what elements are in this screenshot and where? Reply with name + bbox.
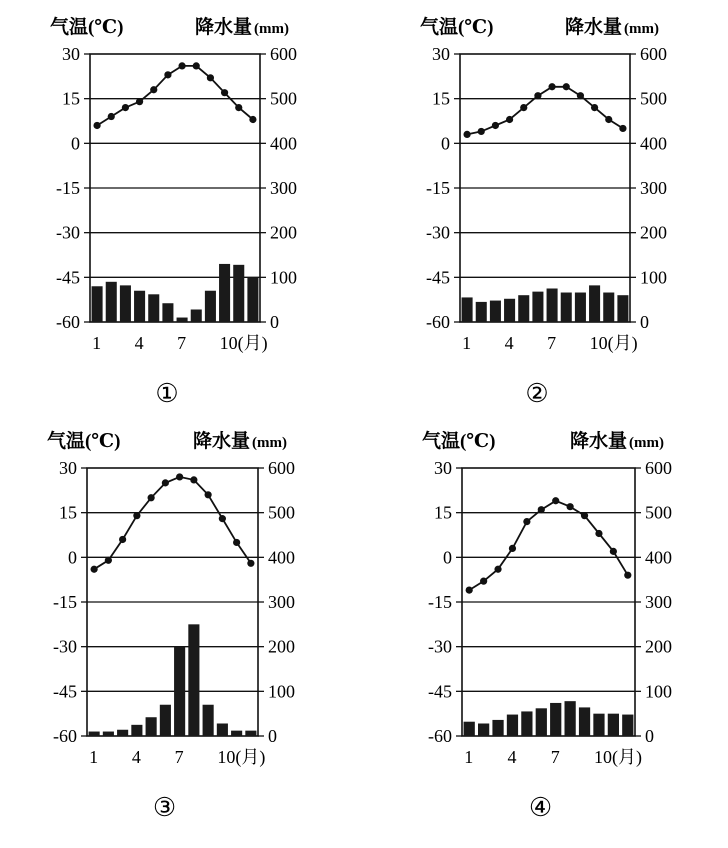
temperature-line <box>94 477 251 569</box>
precip-tick-label: 500 <box>270 88 297 109</box>
precip-bar-month-1 <box>89 732 100 736</box>
precip-bar-month-12 <box>617 295 628 322</box>
temp-tick-label: -15 <box>56 178 80 198</box>
temperature-point-month-11 <box>233 539 240 546</box>
precip-tick-label: 500 <box>640 88 667 109</box>
precip-tick-label: 200 <box>270 222 297 243</box>
precipitation-unit: (mm) <box>624 21 659 37</box>
temp-tick-label: 0 <box>443 547 452 568</box>
precip-bar-month-6 <box>162 303 173 322</box>
precip-bar-month-8 <box>188 624 199 736</box>
temperature-point-month-6 <box>534 92 541 99</box>
temperature-point-month-11 <box>235 104 242 111</box>
temperature-line <box>467 87 623 135</box>
precip-bar-month-3 <box>117 730 128 736</box>
precipitation-label: 降水量 <box>195 17 253 38</box>
precip-bar-month-5 <box>521 711 532 736</box>
precip-tick-label: 300 <box>640 178 667 198</box>
precip-bar-month-6 <box>536 708 547 736</box>
temp-tick-label: -30 <box>428 636 452 657</box>
temperature-line <box>97 66 253 126</box>
precip-tick-label: 0 <box>268 726 277 746</box>
precip-bar-month-9 <box>205 291 216 322</box>
temperature-point-month-10 <box>595 530 602 537</box>
precip-bar-month-12 <box>622 715 633 736</box>
precip-tick-label: 500 <box>645 502 672 523</box>
temperature-point-month-3 <box>122 104 129 111</box>
temp-tick-label: 30 <box>62 44 80 64</box>
temperature-point-month-3 <box>494 566 501 573</box>
precip-tick-label: 600 <box>270 44 297 64</box>
precipitation-axis-title <box>195 15 289 38</box>
x-tick-label: 7 <box>547 333 557 353</box>
temperature-point-month-12 <box>249 116 256 123</box>
precip-bar-month-9 <box>203 705 214 736</box>
precip-bar-month-7 <box>547 289 558 323</box>
temperature-point-month-4 <box>509 545 516 552</box>
temp-tick-label: 30 <box>432 44 450 64</box>
temp-tick-label: 15 <box>434 502 452 523</box>
precipitation-unit: (mm) <box>254 21 289 37</box>
precip-tick-label: 200 <box>268 636 295 657</box>
temperature-point-month-10 <box>591 104 598 111</box>
precip-tick-label: 100 <box>645 681 672 702</box>
precip-tick-label: 0 <box>270 312 279 332</box>
x-tick-label: 10(月) <box>589 333 638 353</box>
x-tick-label: 7 <box>174 747 184 767</box>
temperature-point-month-10 <box>221 89 228 96</box>
precip-bar-month-8 <box>191 309 202 322</box>
precip-tick-label: 0 <box>645 726 654 746</box>
precipitation-axis-title <box>193 429 287 452</box>
precip-bar-month-11 <box>231 731 242 736</box>
temperature-point-month-9 <box>577 92 584 99</box>
precip-bar-month-4 <box>507 715 518 736</box>
temperature-point-month-7 <box>178 62 185 69</box>
temperature-point-month-6 <box>538 506 545 513</box>
temp-tick-label: 15 <box>432 88 450 109</box>
temperature-point-month-5 <box>520 104 527 111</box>
precipitation-label: 降水量 <box>570 431 628 452</box>
temperature-point-month-2 <box>105 557 112 564</box>
precip-tick-label: 600 <box>268 458 295 478</box>
temperature-point-month-8 <box>193 62 200 69</box>
precip-bar-month-2 <box>476 302 487 322</box>
temperature-point-month-10 <box>219 515 226 522</box>
temperature-point-month-9 <box>207 74 214 81</box>
temperature-point-month-4 <box>133 512 140 519</box>
temperature-point-month-2 <box>478 128 485 135</box>
precip-bar-month-10 <box>593 714 604 736</box>
climate-chart-2 <box>420 15 667 408</box>
precip-bar-month-5 <box>148 294 159 322</box>
precip-bar-month-10 <box>589 285 600 322</box>
precip-bar-month-10 <box>219 264 230 322</box>
precip-bar-month-3 <box>490 301 501 322</box>
temp-tick-label: -45 <box>428 681 452 702</box>
precip-bar-month-7 <box>550 703 561 736</box>
temperature-point-month-6 <box>162 479 169 486</box>
chart-number-badge: ③ <box>152 793 177 822</box>
temp-tick-label: -60 <box>426 312 450 332</box>
precip-tick-label: 0 <box>640 312 649 332</box>
precip-tick-label: 300 <box>270 178 297 198</box>
temperature-point-month-4 <box>506 116 513 123</box>
precip-tick-label: 400 <box>268 547 295 568</box>
x-tick-label: 1 <box>89 747 99 767</box>
precip-tick-label: 100 <box>268 681 295 702</box>
temperature-point-month-1 <box>93 122 100 129</box>
temperature-axis-title: 气温(℃) <box>420 17 494 38</box>
precip-bar-month-2 <box>103 732 114 736</box>
precip-tick-label: 300 <box>645 592 672 612</box>
temp-tick-label: 30 <box>59 458 77 478</box>
temp-tick-label: -45 <box>53 681 77 702</box>
precipitation-unit: (mm) <box>252 435 287 451</box>
temp-tick-label: -60 <box>56 312 80 332</box>
temperature-point-month-3 <box>119 536 126 543</box>
precip-bar-month-11 <box>603 293 614 322</box>
chart-number-badge: ① <box>155 379 179 408</box>
x-tick-label: 4 <box>131 747 141 767</box>
temp-tick-label: -60 <box>428 726 452 746</box>
precip-tick-label: 600 <box>640 44 667 64</box>
precip-bar-month-3 <box>492 720 503 736</box>
temperature-point-month-12 <box>624 572 631 579</box>
temperature-line <box>469 501 628 590</box>
temp-tick-label: -15 <box>53 592 77 612</box>
precipitation-label: 降水量 <box>565 17 623 38</box>
precipitation-axis-title <box>565 15 659 38</box>
x-tick-label: 1 <box>92 333 102 353</box>
temp-tick-label: -45 <box>56 267 80 288</box>
x-tick-label: 4 <box>134 333 144 353</box>
temperature-point-month-6 <box>164 71 171 78</box>
precipitation-axis-title <box>570 429 664 452</box>
temp-tick-label: 30 <box>434 458 452 478</box>
precip-bar-month-5 <box>518 295 529 322</box>
precip-bar-month-7 <box>177 318 188 322</box>
precip-bar-month-10 <box>217 723 228 736</box>
precip-bar-month-6 <box>532 292 543 322</box>
precip-tick-label: 600 <box>645 458 672 478</box>
temperature-point-month-8 <box>567 503 574 510</box>
temp-tick-label: 0 <box>68 547 77 568</box>
precip-bar-month-4 <box>504 299 515 322</box>
temperature-axis-title: 气温(℃) <box>47 431 121 452</box>
precip-tick-label: 500 <box>268 502 295 523</box>
climate-chart-4 <box>422 429 672 822</box>
climate-chart-3 <box>47 429 295 822</box>
x-tick-label: 1 <box>462 333 472 353</box>
temperature-point-month-7 <box>176 473 183 480</box>
temp-tick-label: -15 <box>426 178 450 198</box>
temperature-point-month-4 <box>136 98 143 105</box>
precip-bar-month-5 <box>146 717 157 736</box>
temperature-axis-title: 气温(℃) <box>422 431 496 452</box>
temp-tick-label: -45 <box>426 267 450 288</box>
temp-tick-label: 0 <box>71 133 80 154</box>
precip-bar-month-1 <box>462 297 473 322</box>
temperature-point-month-5 <box>523 518 530 525</box>
x-tick-label: 4 <box>507 747 517 767</box>
temperature-point-month-8 <box>563 83 570 90</box>
temperature-point-month-1 <box>91 566 98 573</box>
precip-bar-month-11 <box>608 714 619 736</box>
temperature-point-month-5 <box>150 86 157 93</box>
temperature-point-month-12 <box>619 125 626 132</box>
x-tick-label: 1 <box>464 747 474 767</box>
precip-tick-label: 200 <box>640 222 667 243</box>
x-tick-label: 10(月) <box>593 747 642 767</box>
temperature-point-month-5 <box>148 494 155 501</box>
precip-tick-label: 400 <box>640 133 667 154</box>
temperature-point-month-11 <box>605 116 612 123</box>
chart-number-badge: ④ <box>528 793 553 822</box>
x-tick-label: 10(月) <box>219 333 268 353</box>
x-tick-label: 4 <box>504 333 514 353</box>
precip-bar-month-2 <box>106 282 117 322</box>
chart-number-badge: ② <box>525 379 549 408</box>
precip-bar-month-6 <box>160 705 171 736</box>
precip-tick-label: 300 <box>268 592 295 612</box>
climate-chart-1 <box>50 15 297 408</box>
precip-bar-month-3 <box>120 285 131 322</box>
temperature-point-month-9 <box>205 491 212 498</box>
temperature-axis-title: 气温(℃) <box>50 17 124 38</box>
temp-tick-label: -30 <box>53 636 77 657</box>
temperature-point-month-2 <box>480 578 487 585</box>
precip-bar-month-11 <box>233 265 244 322</box>
temperature-point-month-3 <box>492 122 499 129</box>
precip-tick-label: 400 <box>270 133 297 154</box>
precip-bar-month-1 <box>92 286 103 322</box>
precip-bar-month-2 <box>478 723 489 736</box>
temperature-point-month-11 <box>610 548 617 555</box>
precip-bar-month-1 <box>464 722 475 736</box>
temperature-point-month-7 <box>552 497 559 504</box>
temp-tick-label: -30 <box>56 222 80 243</box>
temperature-point-month-2 <box>108 113 115 120</box>
precip-tick-label: 100 <box>270 267 297 288</box>
temperature-point-month-8 <box>190 476 197 483</box>
temp-tick-label: -60 <box>53 726 77 746</box>
precip-tick-label: 100 <box>640 267 667 288</box>
precipitation-label: 降水量 <box>193 431 251 452</box>
temp-tick-label: 15 <box>59 502 77 523</box>
precip-bar-month-12 <box>245 731 256 736</box>
precip-bar-month-4 <box>131 725 142 736</box>
x-tick-label: 7 <box>177 333 187 353</box>
precip-bar-month-9 <box>575 293 586 322</box>
precip-tick-label: 400 <box>645 547 672 568</box>
precip-tick-label: 200 <box>645 636 672 657</box>
temperature-point-month-9 <box>581 512 588 519</box>
temperature-point-month-1 <box>463 131 470 138</box>
temperature-point-month-12 <box>247 560 254 567</box>
precip-bar-month-8 <box>561 293 572 322</box>
precip-bar-month-8 <box>565 701 576 736</box>
precip-bar-month-4 <box>134 291 145 322</box>
precip-bar-month-9 <box>579 707 590 736</box>
x-tick-label: 7 <box>550 747 560 767</box>
temp-tick-label: 15 <box>62 88 80 109</box>
temp-tick-label: 0 <box>441 133 450 154</box>
temp-tick-label: -30 <box>426 222 450 243</box>
precip-bar-month-7 <box>174 647 185 736</box>
precipitation-unit: (mm) <box>629 435 664 451</box>
x-tick-label: 10(月) <box>217 747 266 767</box>
temperature-point-month-1 <box>466 586 473 593</box>
temperature-point-month-7 <box>548 83 555 90</box>
precip-bar-month-12 <box>247 277 258 322</box>
temp-tick-label: -15 <box>428 592 452 612</box>
